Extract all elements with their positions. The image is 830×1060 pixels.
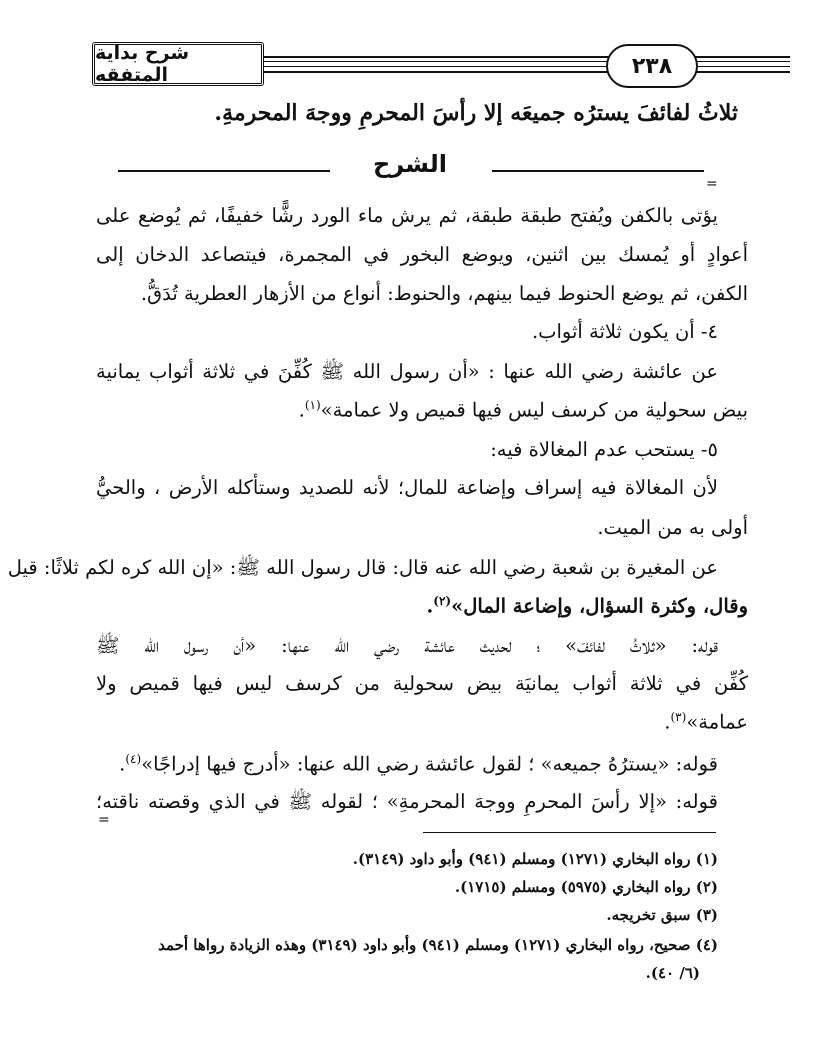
- body-line-3: الكفن، ثم يوضع الحنوط فيما بينهم، والحنوط: أنواع من الأزهار العطرية تُدَقُّ.: [140, 282, 748, 305]
- matn-line: ثلاثُ لفائفَ يسترُه جميعَه إلا رأسَ المحرمِ ووجهَ المحرمةِ.: [214, 100, 738, 126]
- body-line-14: [96, 710, 748, 734]
- header-rule-bottom: [262, 71, 790, 73]
- book-title-box: [92, 42, 264, 86]
- body-line-13: كُفِّن في ثلاثة أثواب يمانيَة بيض سحولية من كرسف ليس فيها قميص ولا: [96, 672, 748, 695]
- footnote-ref-2: (٢): [433, 594, 452, 608]
- body-line-15-dot: .: [119, 752, 126, 776]
- body-line-6-dot: .: [298, 398, 305, 422]
- body-line-11: [96, 594, 748, 618]
- body-line-15-text: قوله: «يسترُهُ جميعه» ؛ لقول عائشة رضي الله عنها: «أدرج فيها إدراجًا»: [141, 752, 718, 776]
- body-line-4: ٤- أن يكون ثلاثة أثواب.: [531, 320, 718, 343]
- footnote-3: (٣) سبق تخريجه.: [606, 906, 718, 924]
- page-number: ٢٣٨: [631, 53, 673, 79]
- footnote-ref-3: (٣): [670, 710, 687, 724]
- body-line-11-dot: .: [426, 594, 434, 618]
- body-line-16: قوله: «إلا رأسَ المحرمِ ووجهَ المحرمةِ» ؛ لقوله ﷺ في الذي وقصته ناقته؛: [96, 790, 718, 813]
- section-rule-right: [492, 170, 704, 172]
- footnote-ref-4: (٤): [125, 752, 142, 766]
- body-line-5: عن عائشة رضي الله عنها : «أن رسول الله ﷺ كُفِّنَ في ثلاثة أثواب يمانية: [96, 360, 718, 383]
- line-marker: =: [706, 176, 718, 192]
- body-line-14-dot: .: [664, 710, 671, 734]
- body-line-14-text: عمامة»: [686, 710, 748, 734]
- section-title: الشرح: [373, 150, 447, 178]
- header-rule-middle: [262, 61, 790, 62]
- body-line-6-text: بيض سحولية من كرسف ليس فيها قميص ولا عمامة»: [320, 398, 748, 422]
- footnote-2: (٢) رواه البخاري (٥٩٧٥) ومسلم (١٧١٥).: [454, 878, 718, 896]
- footnote-separator: [423, 832, 716, 833]
- body-line-8: لأن المغالاة فيه إسراف وإضاعة للمال؛ لأنه للصديد وستأكله الأرض ، والحيُّ: [96, 476, 718, 499]
- body-line-12: قوله: «ثلاثُ لفائفَ» ؛ لحديث عائشة رضي الله عنها: «أن رسول الله ﷺ: [96, 634, 718, 657]
- body-line-6: [96, 398, 748, 422]
- header-rule-lower: [262, 66, 790, 67]
- body-line-2: أعوادٍ أو يُمسك بين اثنين، ويوضع البخور في المجمرة، فيتصاعد الدخان إلى: [96, 243, 748, 266]
- body-line-7: ٥- يستحب عدم المغالاة فيه:: [490, 438, 718, 461]
- body-line-1: يؤتى بالكفن ويُفتح طبقة طبقة، ثم يرش ماء الورد رشًّا خفيفًا، ثم يُوضع على: [96, 204, 718, 227]
- continuation-marker: =: [98, 812, 110, 828]
- book-title: شرح بداية المتفقه: [95, 42, 190, 86]
- section-rule-left: [118, 170, 330, 172]
- header-rule-top: [262, 56, 790, 58]
- footnote-1: (١) رواه البخاري (١٢٧١) ومسلم (٩٤١) وأبو داود (٣١٤٩).: [352, 850, 718, 868]
- page-number-badge: [606, 44, 698, 88]
- footnote-ref-1: (١): [304, 398, 321, 412]
- body-line-9: أولى به من الميت.: [597, 516, 748, 539]
- footnote-4: (٤) صحيح، رواه البخاري (١٢٧١) ومسلم (٩٤١) وأبو داود (٣١٤٩) وهذه الزيادة رواها أحمد: [158, 936, 718, 954]
- body-line-10: عن المغيرة بن شعبة رضي الله عنه قال: قال رسول الله ﷺ: «إن الله كره لكم ثلاثًا: قيل: [7, 556, 718, 579]
- footnote-4-continued: (٦/ ٤٠).: [645, 964, 700, 982]
- body-line-11-text: وقال، وكثرة السؤال، وإضاعة المال»: [451, 594, 748, 618]
- body-line-15: [96, 752, 718, 776]
